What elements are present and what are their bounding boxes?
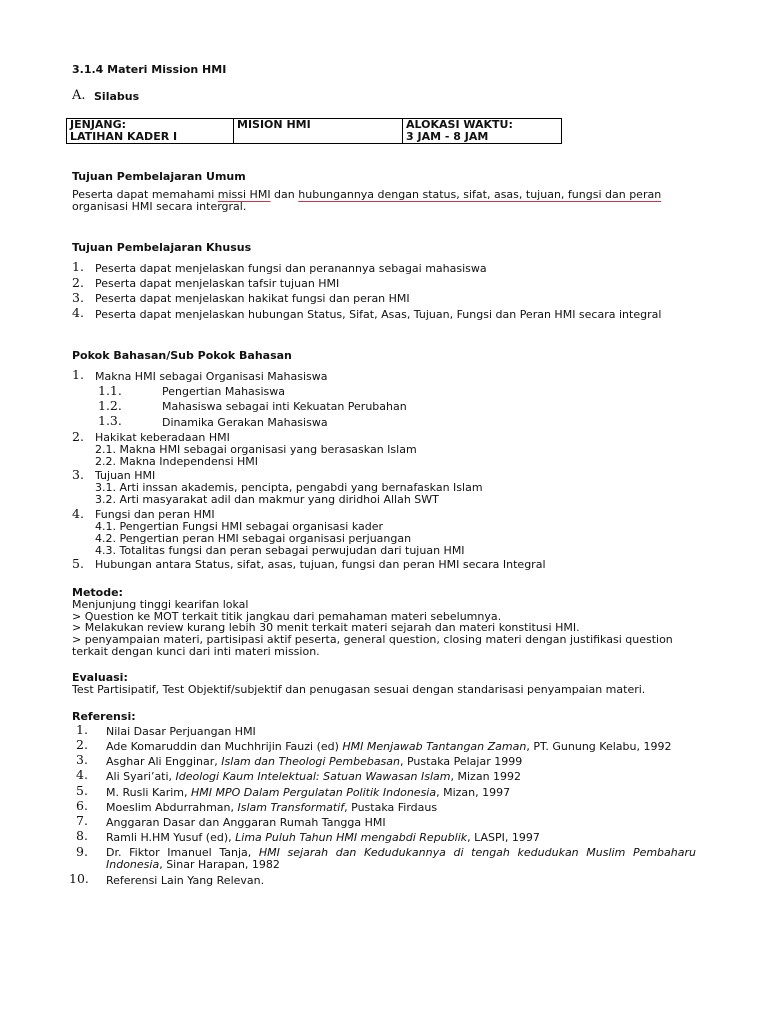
metode-line: > penyampaian materi, partisipasi aktif peserta, general question, closing materi dengan justifikasi question [72, 633, 673, 646]
list-number: 5. [72, 556, 84, 571]
table-cell-mision: MISION HMI [234, 119, 403, 144]
subsection-letter: A. [72, 88, 86, 103]
syllabus-table [66, 118, 562, 144]
referensi-heading: Referensi: [72, 710, 136, 723]
list-item: Makna HMI sebagai Organisasi Mahasiswa [95, 370, 328, 383]
list-number: 1. [72, 259, 84, 274]
metode-line: terkait dengan kunci dari inti materi mission. [72, 645, 320, 658]
tpu-paragraph-line-2: organisasi HMI secara intergral. [72, 200, 247, 213]
section-title: 3.1.4 Materi Mission HMI [72, 63, 227, 76]
reference-item: Referensi Lain Yang Relevan. [106, 874, 265, 887]
table-cell-jenjang: JENJANG: LATIHAN KADER I [67, 119, 234, 144]
reference-item: Asghar Ali Engginar, Islam dan Theologi Pembebasan, Pustaka Pelajar 1999 [106, 755, 523, 768]
list-number: 1.3. [98, 413, 122, 428]
evaluasi-heading: Evaluasi: [72, 671, 128, 684]
list-number: 1. [72, 367, 84, 382]
sub-list-item: 3.1. Arti inssan akademis, pencipta, pengabdi yang bernafaskan Islam [95, 481, 483, 494]
tpu-paragraph-line-1: Peserta dapat memahami missi HMI dan hubungannya dengan status, sifat, asas, tujuan, fungsi dan peran [72, 188, 662, 201]
sub-list-item: 4.1. Pengertian Fungsi HMI sebagai organisasi kader [95, 520, 384, 533]
list-number: 4. [76, 767, 88, 782]
metode-line: > Question ke MOT terkait titik jangkau dari pemahaman materi sebelumnya. [72, 610, 502, 623]
list-item: Tujuan HMI [95, 469, 156, 482]
list-number: 3. [72, 290, 84, 305]
spellcheck-underline: hubungannya dengan status, sifat, asas, tujuan, fungsi dan peran [298, 188, 662, 201]
list-item: Hubungan antara Status, sifat, asas, tujuan, fungsi dan peran HMI secara Integral [95, 558, 546, 571]
list-number: 2. [72, 429, 84, 444]
pokok-heading: Pokok Bahasan/Sub Pokok Bahasan [72, 349, 292, 362]
list-number: 2. [72, 275, 84, 290]
list-number: 9. [76, 844, 88, 859]
reference-item: Ali Syari’ati, Ideologi Kaum Intelektual: Satuan Wawasan Islam, Mizan 1992 [106, 770, 522, 783]
sub-list-item: 2.1. Makna HMI sebagai organisasi yang berasaskan Islam [95, 443, 417, 456]
tpk-heading: Tujuan Pembelajaran Khusus [72, 241, 252, 254]
list-item: Pengertian Mahasiswa [162, 385, 286, 398]
sub-list-item: 4.2. Pengertian peran HMI sebagai organisasi perjuangan [95, 532, 412, 545]
list-item: Mahasiswa sebagai inti Kekuatan Perubahan [162, 400, 407, 413]
list-number: 4. [72, 506, 84, 521]
reference-item: Dr. Fiktor Imanuel Tanja, HMI sejarah dan Kedudukannya di tengah kedudukan Muslim Pembaharu Indonesia, Sinar Harapan, 1982 [106, 846, 696, 871]
list-number: 5. [76, 783, 88, 798]
spellcheck-underline: missi HMI [217, 188, 271, 201]
list-number: 1. [76, 722, 88, 737]
reference-item: M. Rusli Karim, HMI MPO Dalam Pergulatan Politik Indonesia, Mizan, 1997 [106, 786, 511, 799]
list-number: 7. [76, 813, 88, 828]
list-number: 10. [69, 871, 89, 886]
list-number: 1.1. [98, 383, 122, 398]
list-number: 8. [76, 828, 88, 843]
metode-line: Menjunjung tinggi kearifan lokal [72, 598, 249, 611]
list-number: 4. [72, 305, 84, 320]
list-number: 3. [76, 752, 88, 767]
metode-heading: Metode: [72, 586, 123, 599]
list-item: Peserta dapat menjelaskan fungsi dan peranannya sebagai mahasiswa [95, 262, 487, 275]
sub-list-item: 3.2. Arti masyarakat adil dan makmur yang diridhoi Allah SWT [95, 493, 439, 506]
list-item: Peserta dapat menjelaskan tafsir tujuan HMI [95, 277, 340, 290]
list-number: 2. [76, 737, 88, 752]
reference-item: Ade Komaruddin dan Muchhrijin Fauzi (ed) HMI Menjawab Tantangan Zaman, PT. Gunung Kelabu, 1992 [106, 740, 672, 753]
subsection-title: Silabus [94, 90, 140, 103]
list-item: Dinamika Gerakan Mahasiswa [162, 416, 328, 429]
list-item: Peserta dapat menjelaskan hakikat fungsi dan peran HMI [95, 292, 410, 305]
evaluasi-text: Test Partisipatif, Test Objektif/subjektif dan penugasan sesuai dengan standarisasi penyampaian materi. [72, 683, 646, 696]
reference-item: Ramli H.HM Yusuf (ed), Lima Puluh Tahun HMI mengabdi Republik, LASPI, 1997 [106, 831, 540, 844]
list-item: Peserta dapat menjelaskan hubungan Status, Sifat, Asas, Tujuan, Fungsi dan Peran HMI secara integral [95, 308, 662, 321]
list-number: 1.2. [98, 398, 122, 413]
list-number: 3. [72, 467, 84, 482]
metode-line: > Melakukan review kurang lebih 30 menit terkait materi sejarah dan materi konstitusi HMI. [72, 621, 580, 634]
reference-item: Moeslim Abdurrahman, Islam Transformatif, Pustaka Firdaus [106, 801, 438, 814]
table-cell-alokasi: ALOKASI WAKTU: 3 JAM - 8 JAM [403, 119, 562, 144]
list-number: 6. [76, 798, 88, 813]
sub-list-item: 4.3. Totalitas fungsi dan peran sebagai perwujudan dari tujuan HMI [95, 544, 465, 557]
sub-list-item: 2.2. Makna Independensi HMI [95, 455, 258, 468]
reference-item: Nilai Dasar Perjuangan HMI [106, 725, 256, 738]
tpu-heading: Tujuan Pembelajaran Umum [72, 170, 246, 183]
reference-item: Anggaran Dasar dan Anggaran Rumah Tangga HMI [106, 816, 386, 829]
list-item: Fungsi dan peran HMI [95, 508, 215, 521]
list-item: Hakikat keberadaan HMI [95, 431, 230, 444]
